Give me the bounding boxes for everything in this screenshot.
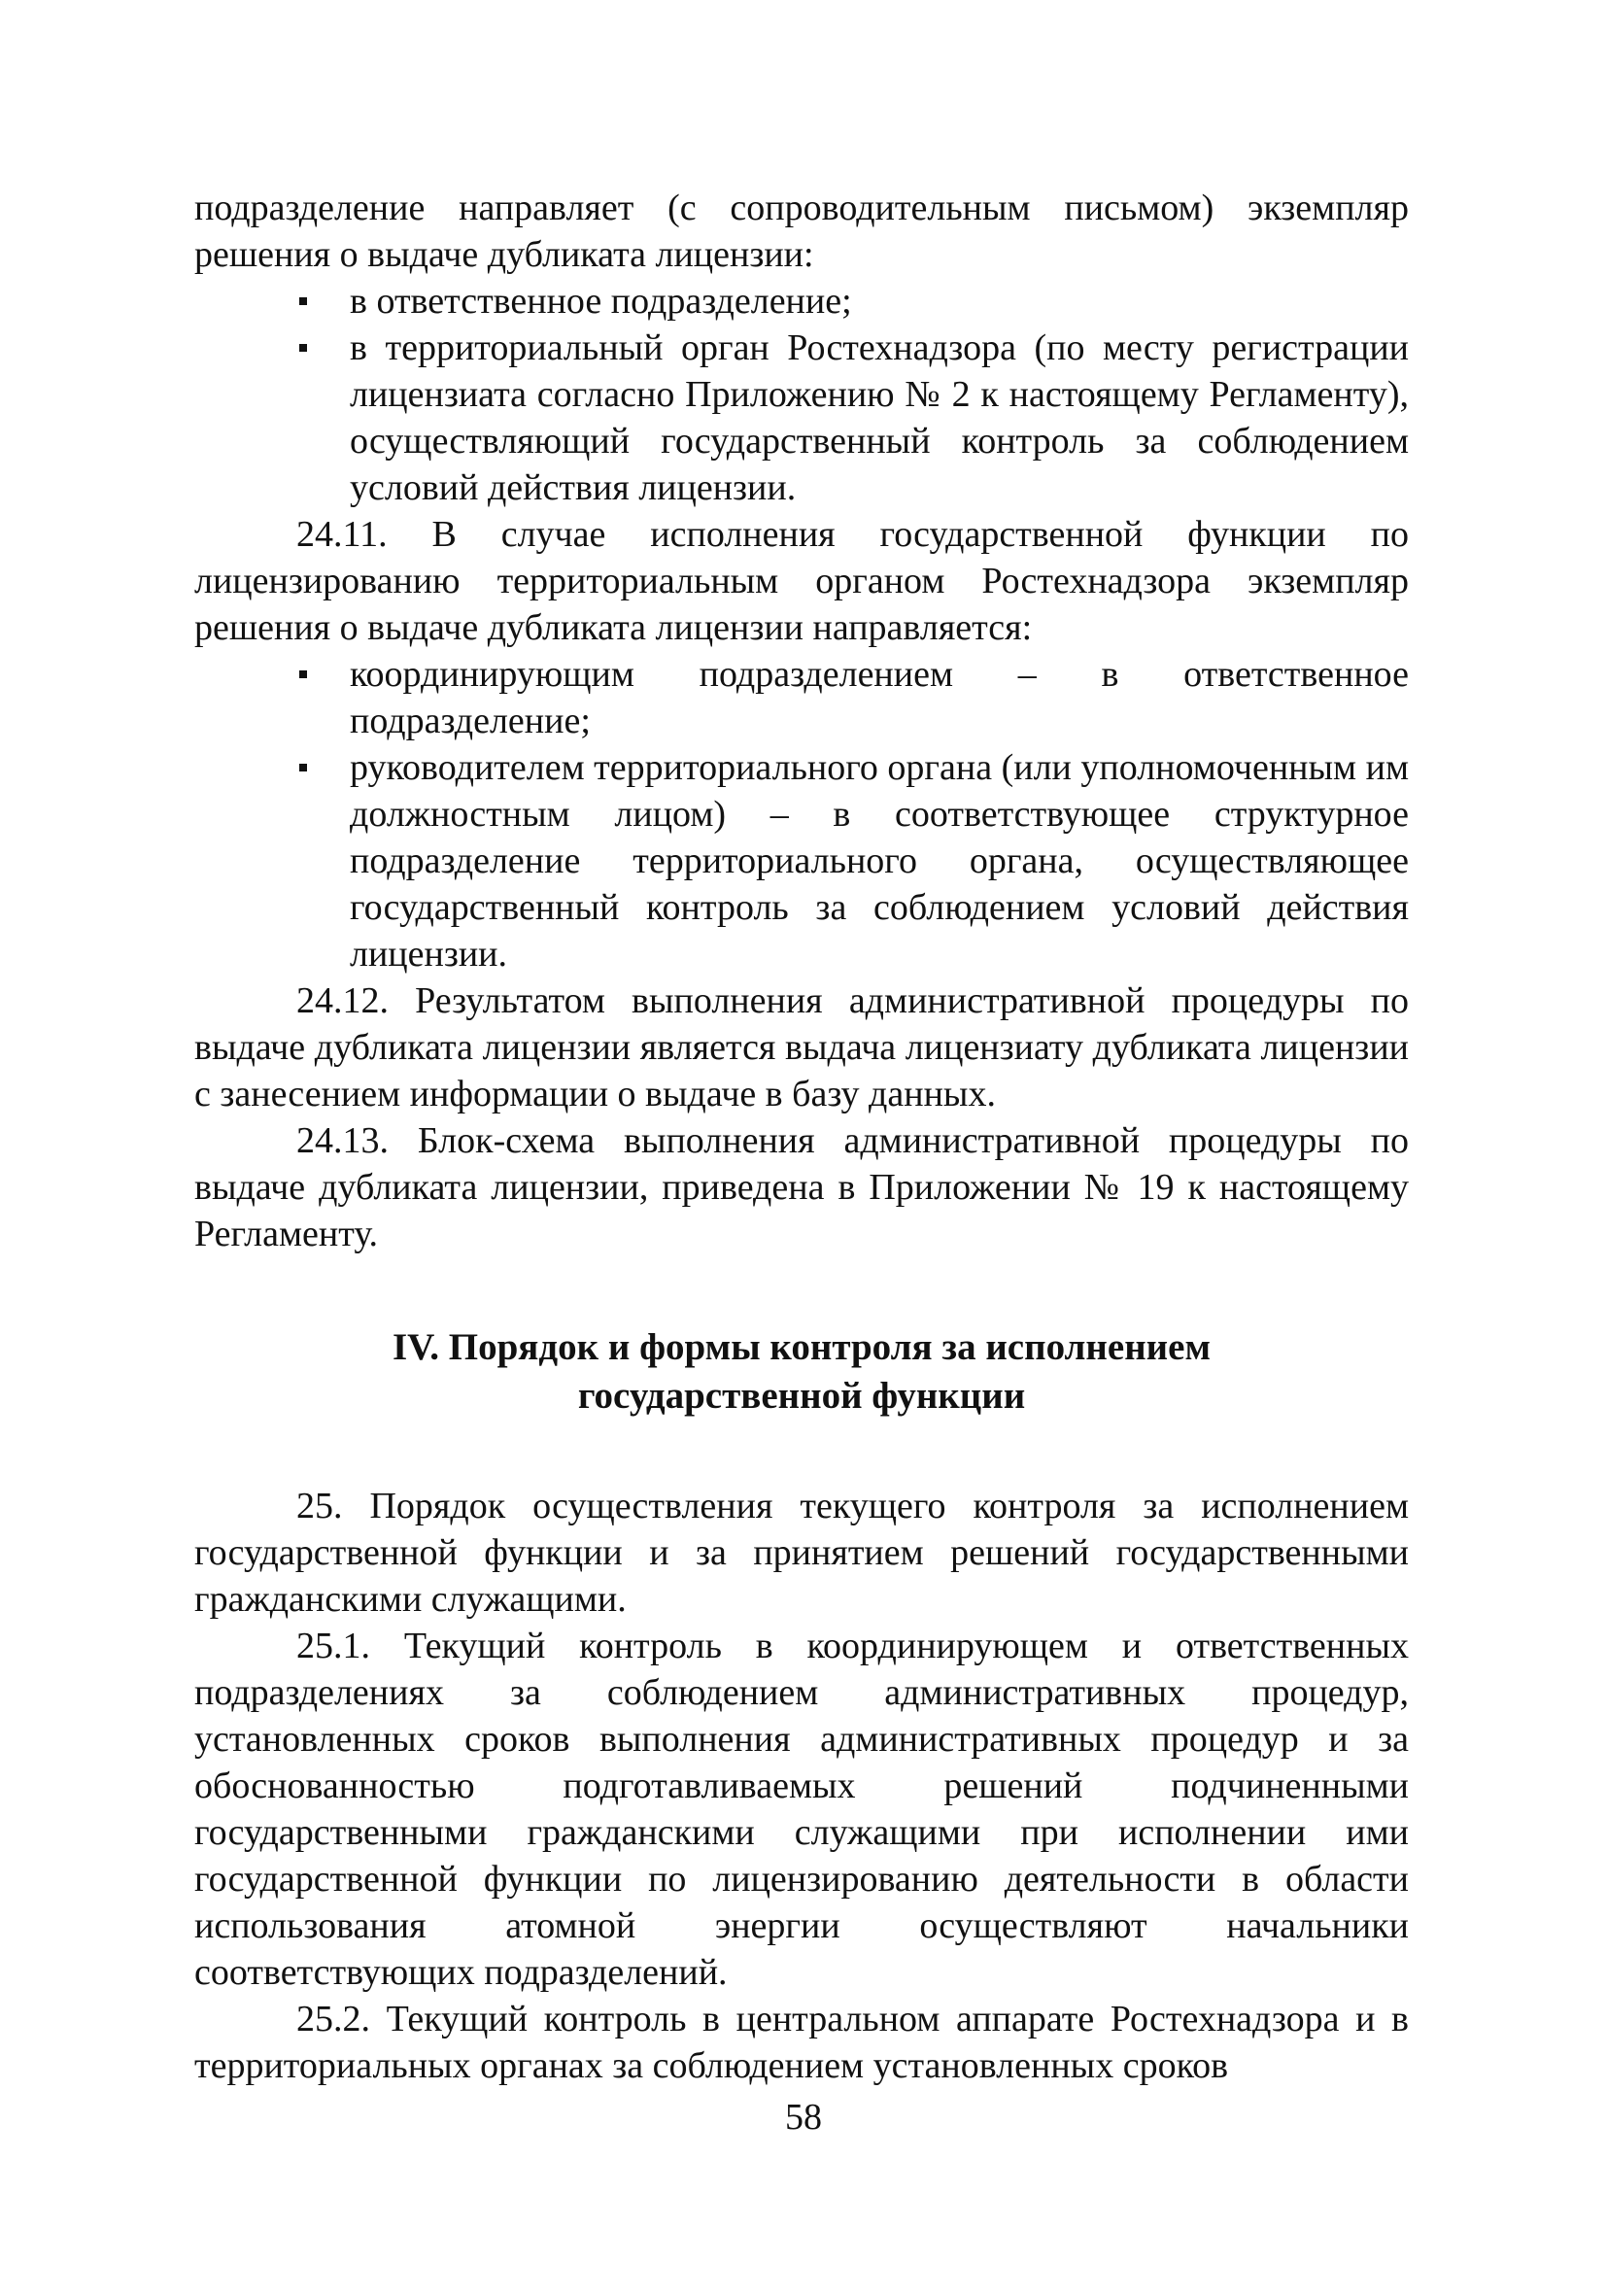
document-body (194, 185, 1409, 2089)
list-item-text: координирующим подразделением – в ответственное подразделение; (350, 654, 1409, 741)
list-item (350, 278, 1409, 325)
paragraph-24-11: 24.11. В случае исполнения государственной функции по лицензированию территориальным органом Ростехнадзора экземпляр решения о выдаче дубликата лицензии направляется: (194, 514, 1409, 648)
section-heading (194, 1323, 1409, 1421)
intro-paragraph: подразделение направляет (с сопроводительным письмом) экземпляр решения о выдаче дубликата лицензии: (194, 188, 1409, 275)
bullet-list-recipients (194, 278, 1409, 511)
bullet-icon (299, 764, 307, 771)
list-item (350, 744, 1409, 977)
section-heading-line1: IV. Порядок и формы контроля за исполнением (392, 1326, 1212, 1368)
list-item (350, 651, 1409, 744)
bullet-icon (299, 297, 307, 305)
page-number: 58 (785, 2097, 822, 2138)
paragraph-24-12: 24.12. Результатом выполнения административной процедуры по выдаче дубликата лицензии является выдача лицензиату дубликата лицензии с занесением информации о выдаче в базу данных. (194, 980, 1409, 1114)
list-item-text: в ответственное подразделение; (350, 281, 852, 322)
paragraph-25-2: 25.2. Текущий контроль в центральном аппарате Ростехнадзора и в территориальных органах за соблюдением установленных сроков (194, 1999, 1409, 2086)
list-item-text: в территориальный орган Ростехнадзора (по месту регистрации лицензиата согласно Приложению № 2 к настоящему Регламенту), осуществляющий государственный контроль за соблюдением условий действия лицензии. (350, 327, 1409, 508)
list-item (350, 325, 1409, 511)
section-heading-line2: государственной функции (577, 1375, 1026, 1417)
bullet-icon (299, 344, 307, 352)
paragraph-25-1: 25.1. Текущий контроль в координирующем и ответственных подразделениях за соблюдением административных процедур, установленных сроков выполнения административных процедур и за обоснованностью подготавливаемых решений подчиненными государственными гражданскими служащими при исполнении ими государственной функции по лицензированию деятельности в области использования атомной энергии осуществляют начальники соответствующих подразделений. (194, 1626, 1409, 1993)
bullet-icon (299, 670, 307, 678)
list-item-text: руководителем территориального органа (или уполномоченным им должностным лицом) – в соответствующее структурное подразделение территориального органа, осуществляющее государственный контроль за соблюдением условий действия лицензии. (350, 747, 1409, 975)
bullet-list-territorial (194, 651, 1409, 977)
paragraph-24-13: 24.13. Блок-схема выполнения административной процедуры по выдаче дубликата лицензии, приведена в Приложении № 19 к настоящему Регламенту. (194, 1120, 1409, 1254)
paragraph-25: 25. Порядок осуществления текущего контроля за исполнением государственной функции и за принятием решений государственными гражданскими служащими. (194, 1486, 1409, 1620)
